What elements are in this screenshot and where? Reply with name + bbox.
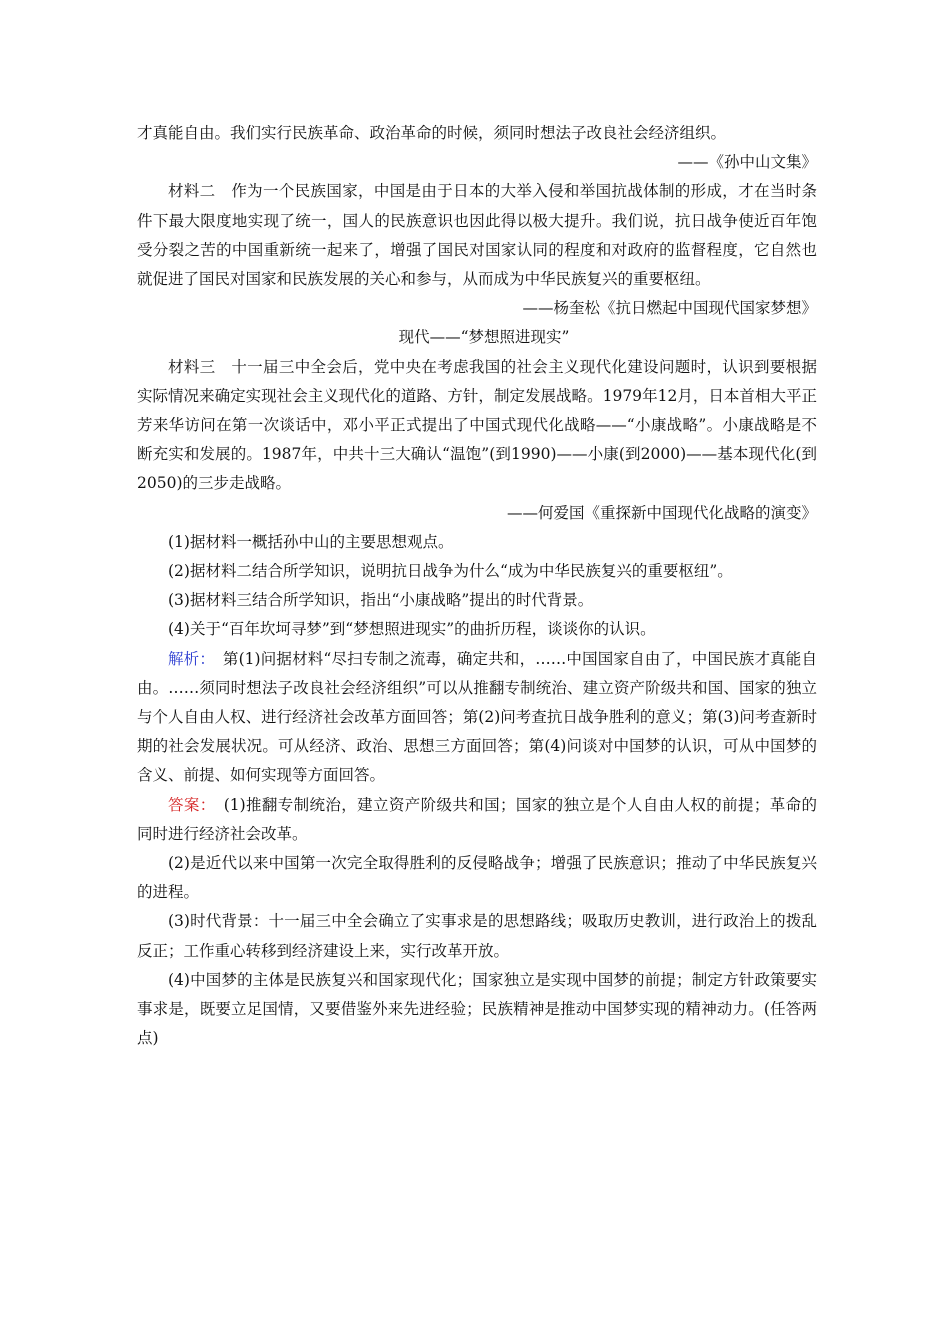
- section-title: 现代——“梦想照进现实”: [398, 328, 570, 347]
- material2-source: ——杨奎松《抗日燃起中国现代国家梦想》: [522, 299, 817, 318]
- answer-text: (1)推翻专制统治，建立资产阶级共和国；国家的独立是个人自由人权的前提；革命的同时进行经济社会改革。: [137, 795, 817, 843]
- document-page: [137, 119, 817, 1054]
- answer-item-4: (4)中国梦的主体是民族复兴和国家现代化；国家独立是实现中国梦的前提；制定方针政策要实事求是，既要立足国情，又要借鉴外来先进经验；民族精神是推动中国梦实现的精神动力。(任答两点): [137, 970, 817, 1048]
- question-2: (2)据材料二结合所学知识，说明抗日战争为什么“成为中华民族复兴的重要枢纽”。: [168, 562, 733, 581]
- answer-label: 答案：: [168, 795, 208, 814]
- answer-paragraph: [137, 791, 817, 849]
- material3-source: ——何爱国《重探新中国现代化战略的演变》: [506, 503, 817, 522]
- analysis-text: 第(1)问据材料“尽扫专制之流毒，确定共和，……中国国家自由了，中国民族才真能自由。……须同时想法子改良社会经济组织”可以从推翻专制统治、建立资产阶级共和国、国家的独立与个人自由人权、进行经济社会改革方面回答；第(2)问考查抗日战争胜利的意义；第(3)问考查新时期的社会发展状况。可从经济、政治、思想三方面回答；第(4)问谈对中国梦的认识，可从中国梦的含义、前提、如何实现等方面回答。: [137, 649, 817, 785]
- answer-item-3: (3)时代背景：十一届三中全会确立了实事求是的思想路线；吸取历史教训，进行政治上的拨乱反正；工作重心转移到经济建设上来，实行改革开放。: [137, 912, 817, 960]
- question-4: (4)关于“百年坎坷寻梦”到“梦想照进现实”的曲折历程，谈谈你的认识。: [168, 620, 656, 639]
- material1-source: ——《孙中山文集》: [677, 153, 817, 172]
- material1-tail: 才真能自由。我们实行民族革命、政治革命的时候，须同时想法子改良社会经济组织。: [137, 124, 727, 142]
- material2-text: 材料二 作为一个民族国家，中国是由于日本的大举入侵和举国抗战体制的形成，才在当时条件下最大限度地实现了统一，国人的民族意识也因此得以极大提升。我们说，抗日战争使近百年饱受分裂之苦的中国重新统一起来了，增强了国民对国家认同的程度和对政府的监督程度，它自然也就促进了国民对国家和民族发展的关心和参与，从而成为中华民族复兴的重要枢纽。: [137, 182, 817, 289]
- question-3: (3)据材料三结合所学知识，指出“小康战略”提出的时代背景。: [168, 591, 594, 610]
- question-1: (1)据材料一概括孙中山的主要思想观点。: [168, 532, 454, 551]
- analysis-paragraph: [137, 645, 817, 791]
- material3-text: 材料三 十一届三中全会后，党中央在考虑我国的社会主义现代化建设问题时，认识到要根据实际情况来确定实现社会主义现代化的道路、方针，制定发展战略。1979年12月，日本首相大平正芳来华访问在第一次谈话中，邓小平正式提出了中国式现代化战略——“小康战略”。小康战略是不断充实和发展的。1987年，中共十三大确认“温饱”(到1990)——小康(到2000)——基本现代化(到2050)的三步走战略。: [137, 357, 817, 493]
- analysis-label: 解析：: [168, 649, 208, 668]
- answer-item-2: (2)是近代以来中国第一次完全取得胜利的反侵略战争；增强了民族意识；推动了中华民族复兴的进程。: [137, 854, 817, 902]
